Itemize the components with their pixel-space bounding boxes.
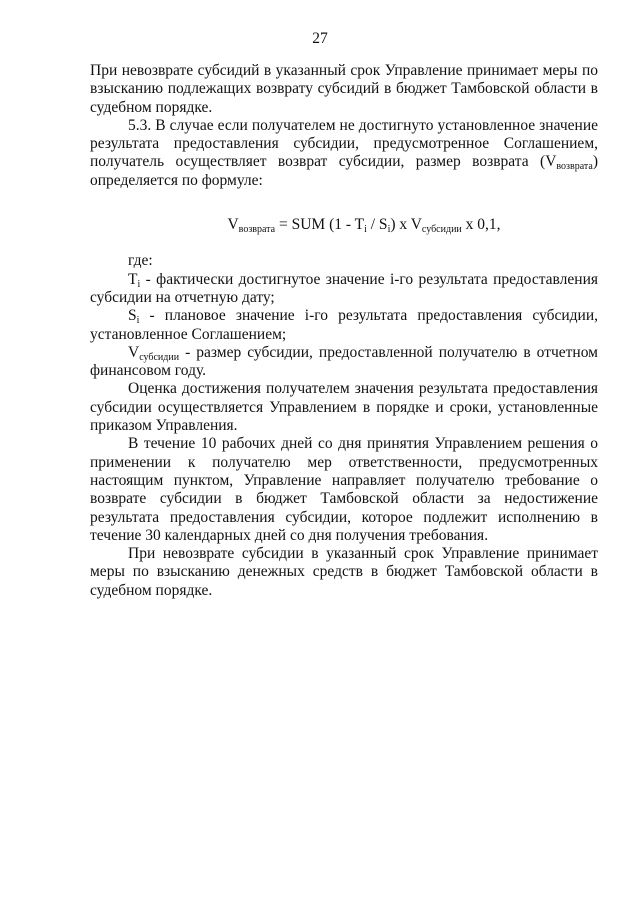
formula-tail: x 0,1, <box>461 216 501 234</box>
paragraph-assessment: Оценка достижения получателем значения результата предоставления субсидии осуществляется Управлением в порядке и сроки, установленные приказом Управления. <box>90 380 598 435</box>
definition-s <box>90 307 598 344</box>
p2-text-post: ) определяется по формуле: <box>90 153 598 189</box>
p2-text-pre: 5.3. В случае если получателем не достигнуто установленное значение результата предоставления субсидии, предусмотренное Соглашением, получатель осуществляет возврат субсидии, размер возврата (V <box>90 116 598 171</box>
v-subscript: субсидии <box>139 351 180 363</box>
formula-s-sub: i <box>387 224 391 236</box>
p2-subscript: возврата <box>556 161 593 173</box>
s-text: - плановое значение i-го результата предоставления субсидии, установленное Соглашением; <box>90 307 598 343</box>
definition-t <box>90 271 598 308</box>
t-text: - фактически достигнутое значение i-го результата предоставления субсидии на отчетную дату; <box>90 270 598 306</box>
formula-t-sub: i <box>364 224 367 236</box>
s-subscript: i <box>136 315 140 327</box>
s-symbol: S <box>128 307 137 325</box>
v-text: - размер субсидии, предоставленной получателю в отчетном финансовом году. <box>90 343 598 380</box>
paragraph-nonreturn-funds: При невозврате субсидии в указанный срок Управление принимает меры по взысканию денежных средств в бюджет Тамбовской области в судебном порядке. <box>90 545 598 599</box>
paragraph-nonreturn-subsidies: При невозврате субсидий в указанный срок Управление принимает меры по взысканию подлежащих возврату субсидий в бюджет Тамбовской области в судебном порядке. <box>90 62 598 116</box>
t-subscript: i <box>137 278 141 290</box>
formula-part2: / S <box>366 216 388 234</box>
formula-v: V <box>227 216 239 234</box>
formula-part3: ) x V <box>390 216 422 234</box>
return-formula <box>90 216 598 234</box>
page-number: 27 <box>312 30 328 47</box>
formula-part1: = SUM (1 - T <box>275 216 365 234</box>
paragraph-ten-days: В течение 10 рабочих дней со дня принятия Управлением решения о применении к получателю мер ответственности, предусмотренных настоящим пунктом, Управление направляет получателю требование о возврате субсидии в бюджет Тамбовской области за недостижение результата предоставления субсидии, которое подлежит исполнению в течение 30 календарных дней со дня получения требования. <box>90 435 598 544</box>
formula-vsub-sub: субсидии <box>421 224 462 236</box>
definition-v <box>90 344 598 381</box>
t-symbol: T <box>128 270 138 288</box>
document-body <box>90 62 598 600</box>
paragraph-5-3 <box>90 117 598 190</box>
formula-v-sub: возврата <box>238 224 276 236</box>
where-label: где: <box>128 252 153 270</box>
v-symbol: V <box>128 343 140 361</box>
